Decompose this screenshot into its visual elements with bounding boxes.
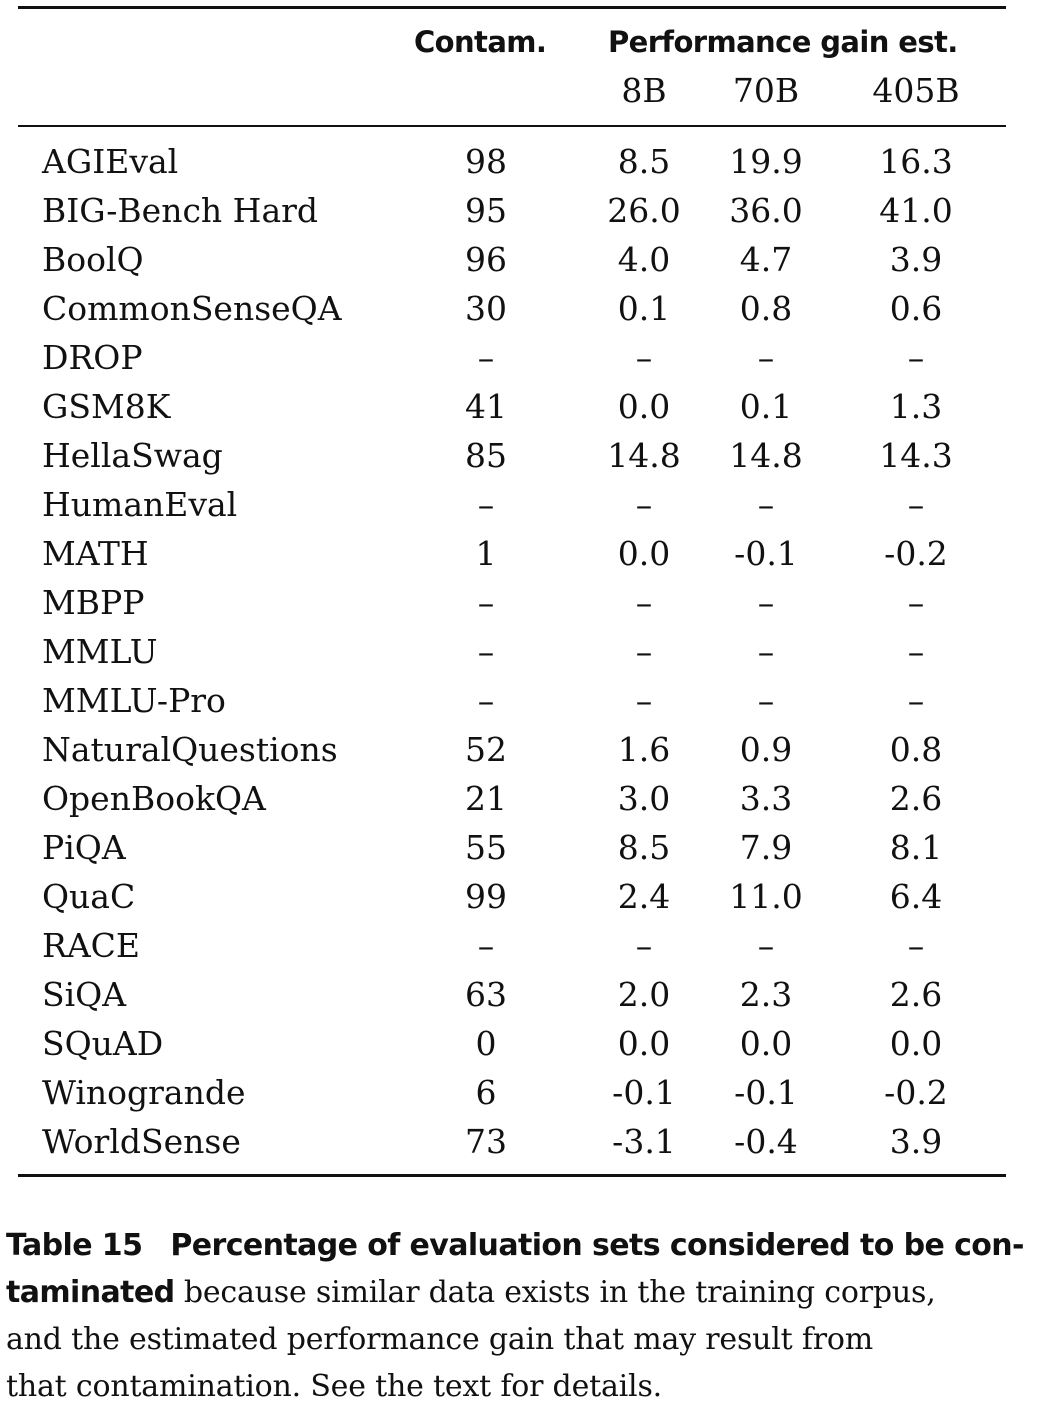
gain-8b-value: 2.0 [617,975,671,1014]
caption-bold-title: Percentage of evaluation sets considered to be con- [170,1228,1024,1263]
gain-8b-value: 0.0 [617,387,671,426]
gain-405b-value: 0.8 [889,730,943,769]
contamination-value: – [477,485,495,524]
gain-8b-value: 8.5 [617,828,671,867]
contamination-value: 6 [475,1073,497,1112]
benchmark-name: PiQA [42,828,126,867]
gain-8b-value: – [635,485,653,524]
gain-405b-value: – [907,485,925,524]
gain-70b-value: 14.8 [729,436,803,475]
contamination-value: 52 [465,730,507,769]
contamination-value: 1 [475,534,497,573]
gain-405b-value: 0.0 [889,1024,943,1063]
gain-70b-value: 0.1 [739,387,793,426]
benchmark-name: GSM8K [42,387,171,426]
gain-8b-value: 0.1 [617,289,671,328]
contamination-value: 30 [465,289,507,328]
gain-70b-value: 0.9 [739,730,793,769]
table-row [0,284,1040,333]
table-row [0,774,1040,823]
gain-8b-value: 8.5 [617,142,671,181]
gain-70b-value: -0.1 [734,534,798,573]
table-row [0,529,1040,578]
header-size-8b: 8B [621,71,667,110]
gain-70b-value: -0.4 [734,1122,798,1161]
gain-405b-value: – [907,583,925,622]
gain-405b-value: – [907,632,925,671]
gain-70b-value: – [757,338,775,377]
contamination-value: 73 [465,1122,507,1161]
gain-8b-value: 0.0 [617,1024,671,1063]
table-body [0,137,1040,1166]
table-row [0,382,1040,431]
caption-line-4: that contamination. See the text for details. [6,1369,662,1404]
table-row [0,725,1040,774]
benchmark-name: QuaC [42,877,136,916]
caption-line-3: and the estimated performance gain that may result from [6,1322,874,1357]
gain-8b-value: 3.0 [617,779,671,818]
table-row [0,480,1040,529]
benchmark-name: Winogrande [42,1073,246,1112]
table-row [0,970,1040,1019]
header-contam: Contam. [414,25,547,59]
gain-405b-value: 0.6 [889,289,943,328]
table-row [0,1019,1040,1068]
gain-405b-value: 1.3 [889,387,943,426]
benchmark-name: MBPP [42,583,145,622]
gain-70b-value: – [757,583,775,622]
header-size-405b: 405B [872,71,960,110]
contamination-value: 98 [465,142,507,181]
gain-8b-value: 14.8 [607,436,681,475]
benchmark-name: WorldSense [42,1122,241,1161]
header-performance-gain: Performance gain est. [608,25,958,59]
gain-405b-value: 2.6 [889,975,943,1014]
gain-70b-value: 4.7 [739,240,793,279]
benchmark-name: MMLU-Pro [42,681,226,720]
gain-70b-value: 0.8 [739,289,793,328]
table-row [0,1068,1040,1117]
gain-70b-value: 7.9 [739,828,793,867]
benchmark-name: MATH [42,534,149,573]
table-row [0,921,1040,970]
contamination-value: 96 [465,240,507,279]
contamination-value: 55 [465,828,507,867]
gain-70b-value: 19.9 [729,142,803,181]
gain-405b-value: 8.1 [889,828,943,867]
gain-8b-value: -0.1 [612,1073,676,1112]
gain-405b-value: 3.9 [889,1122,943,1161]
contamination-value: 41 [465,387,507,426]
benchmark-name: BoolQ [42,240,144,279]
gain-70b-value: -0.1 [734,1073,798,1112]
table-row [0,676,1040,725]
table-row [0,578,1040,627]
caption-text-2: because similar data exists in the training corpus, [174,1275,936,1310]
table-row [0,186,1040,235]
benchmark-name: HellaSwag [42,436,223,475]
gain-405b-value: -0.2 [884,534,948,573]
benchmark-name: BIG-Bench Hard [42,191,319,230]
benchmark-name: SiQA [42,975,127,1014]
benchmark-name: NaturalQuestions [42,730,338,769]
gain-8b-value: 4.0 [617,240,671,279]
gain-8b-value: 0.0 [617,534,671,573]
benchmark-name: SQuAD [42,1024,164,1063]
contamination-value: 95 [465,191,507,230]
gain-70b-value: 0.0 [739,1024,793,1063]
gain-405b-value: – [907,926,925,965]
contamination-value: 63 [465,975,507,1014]
gain-70b-value: 3.3 [739,779,793,818]
benchmark-name: CommonSenseQA [42,289,342,328]
table-row [0,627,1040,676]
contamination-value: 21 [465,779,507,818]
gain-8b-value: 26.0 [607,191,681,230]
benchmark-name: AGIEval [42,142,179,181]
benchmark-name: HumanEval [42,485,238,524]
table-row [0,1117,1040,1166]
table-header-rule [18,125,1006,127]
contamination-value: – [477,632,495,671]
table-bottom-rule [18,1174,1006,1177]
benchmark-name: MMLU [42,632,158,671]
gain-405b-value: 3.9 [889,240,943,279]
gain-70b-value: 2.3 [739,975,793,1014]
contamination-value: 85 [465,436,507,475]
table-top-rule [18,6,1006,9]
benchmark-name: OpenBookQA [42,779,266,818]
gain-8b-value: – [635,338,653,377]
gain-70b-value: – [757,632,775,671]
caption-bold-continuation: taminated [6,1275,175,1310]
gain-405b-value: – [907,681,925,720]
contamination-value: 0 [475,1024,497,1063]
gain-8b-value: – [635,926,653,965]
gain-70b-value: – [757,485,775,524]
gain-405b-value: 6.4 [889,877,943,916]
gain-8b-value: – [635,583,653,622]
gain-70b-value: – [757,926,775,965]
header-size-70b: 70B [732,71,800,110]
contamination-value: – [477,926,495,965]
gain-70b-value: 11.0 [729,877,803,916]
gain-405b-value: 2.6 [889,779,943,818]
caption-line-1 [6,1222,1034,1269]
contamination-value: – [477,681,495,720]
gain-70b-value: 36.0 [729,191,803,230]
table-row [0,333,1040,382]
table-row [0,235,1040,284]
table-row [0,137,1040,186]
benchmark-name: DROP [42,338,143,377]
gain-405b-value: 14.3 [879,436,953,475]
gain-405b-value: -0.2 [884,1073,948,1112]
table-row [0,872,1040,921]
gain-70b-value: – [757,681,775,720]
gain-405b-value: – [907,338,925,377]
caption-line-2 [6,1269,1034,1316]
gain-405b-value: 41.0 [879,191,953,230]
benchmark-name: RACE [42,926,141,965]
gain-8b-value: – [635,681,653,720]
gain-8b-value: -3.1 [612,1122,676,1161]
gain-405b-value: 16.3 [879,142,953,181]
gain-8b-value: – [635,632,653,671]
table-row [0,431,1040,480]
contamination-value: – [477,338,495,377]
contamination-value: 99 [465,877,507,916]
caption-label: Table 15 [6,1228,143,1263]
gain-8b-value: 1.6 [617,730,671,769]
table-caption [6,1222,1034,1410]
gain-8b-value: 2.4 [617,877,671,916]
contamination-value: – [477,583,495,622]
table-row [0,823,1040,872]
